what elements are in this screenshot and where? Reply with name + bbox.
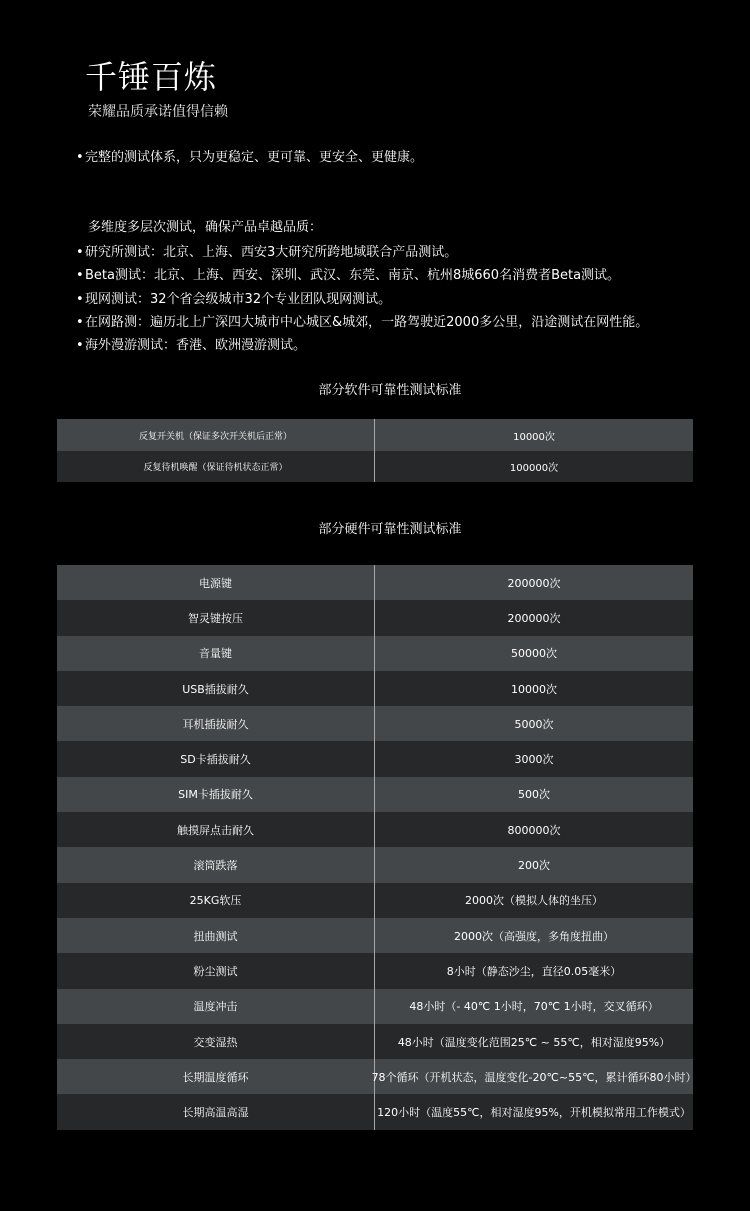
table-row bbox=[57, 883, 693, 918]
table-row bbox=[57, 671, 693, 706]
table-row bbox=[57, 847, 693, 882]
bullet-text: 在网路测：遍历北上广深四大城市中心城区&城郊，一路驾驶近2000多公里，沿途测试在网性能。 bbox=[85, 315, 649, 330]
hardware-table bbox=[57, 565, 697, 1130]
table-cell-value: 200000次 bbox=[507, 576, 561, 590]
bullet-text: 现网测试：32个省会级城市32个专业团队现网测试。 bbox=[85, 292, 392, 307]
table-cell-value: 10000次 bbox=[513, 431, 555, 443]
table-cell-item: USB插拔耐久 bbox=[57, 671, 375, 706]
table-cell-item: 温度冲击 bbox=[57, 989, 375, 1024]
bullet-marker: • bbox=[76, 245, 84, 260]
bullet-marker: • bbox=[76, 338, 84, 353]
bullet-text: 研究所测试：北京、上海、西安3大研究所跨地域联合产品测试。 bbox=[85, 245, 458, 260]
table-cell-item: 反复开关机（保证多次开关机后正常） bbox=[57, 419, 375, 451]
table-cell-value: 78个循环（开机状态，温度变化-20℃~55℃，累计循环80小时） bbox=[371, 1070, 697, 1084]
bullet-item bbox=[76, 288, 391, 307]
table-row bbox=[57, 1094, 693, 1129]
table-row bbox=[57, 600, 693, 635]
table-row bbox=[57, 918, 693, 953]
table-cell-item: 反复待机唤醒（保证待机状态正常） bbox=[57, 451, 375, 482]
table-cell-value: 2000次（模拟人体的坐压） bbox=[465, 894, 603, 908]
table-cell-item: 扭曲测试 bbox=[57, 918, 375, 953]
bullet-item bbox=[76, 264, 620, 283]
bullet-marker: • bbox=[76, 292, 84, 307]
table-cell-item: 粉尘测试 bbox=[57, 953, 375, 988]
bullet-marker: • bbox=[76, 150, 84, 165]
page-subtitle: 荣耀品质承诺值得信赖 bbox=[88, 104, 228, 120]
table-row bbox=[57, 1059, 697, 1094]
table-cell-item: 音量键 bbox=[57, 636, 375, 671]
software-table bbox=[57, 419, 693, 482]
table-cell-item: 滚筒跌落 bbox=[57, 847, 375, 882]
table-cell-value: 120小时（温度55℃，相对湿度95%，开机模拟常用工作模式） bbox=[377, 1106, 691, 1120]
bullet-item bbox=[76, 241, 457, 260]
table-cell-value: 800000次 bbox=[507, 823, 561, 837]
hardware-section-title: 部分硬件可靠性测试标准 bbox=[318, 522, 462, 537]
table-row bbox=[57, 451, 693, 482]
table-cell-value: 2000次（高强度，多角度扭曲） bbox=[454, 929, 614, 943]
table-cell-value: 48小时（温度变化范围25℃ ~ 55℃，相对湿度95%） bbox=[397, 1035, 671, 1049]
bullet-item bbox=[76, 334, 306, 353]
table-row bbox=[57, 953, 693, 988]
table-row bbox=[57, 989, 693, 1024]
table-cell-item: 电源键 bbox=[57, 565, 375, 600]
table-row bbox=[57, 565, 693, 600]
table-cell-item: 智灵键按压 bbox=[57, 600, 375, 635]
bullet-text: 海外漫游测试：香港、欧洲漫游测试。 bbox=[85, 338, 307, 353]
intro-bullet bbox=[76, 146, 423, 165]
table-cell-value: 500次 bbox=[518, 788, 550, 802]
bullet-marker: • bbox=[76, 315, 84, 330]
table-row bbox=[57, 777, 693, 812]
table-cell-value: 5000次 bbox=[514, 717, 554, 731]
table-cell-value: 10000次 bbox=[511, 682, 557, 696]
table-cell-value: 48小时（- 40℃ 1小时，70℃ 1小时，交叉循环） bbox=[409, 1000, 659, 1014]
table-cell-item: 交变湿热 bbox=[57, 1024, 375, 1059]
intro-bullet-text: 完整的测试体系，只为更稳定、更可靠、更安全、更健康。 bbox=[85, 150, 424, 165]
bullet-text: Beta测试：北京、上海、西安、深圳、武汉、东莞、南京、杭州8城660名消费者Beta测试。 bbox=[85, 268, 621, 283]
software-section-title: 部分软件可靠性测试标准 bbox=[318, 383, 462, 398]
table-row bbox=[57, 741, 693, 776]
table-cell-item: 长期高温高湿 bbox=[57, 1094, 375, 1129]
table-cell-item: 触摸屏点击耐久 bbox=[57, 812, 375, 847]
table-cell-value: 100000次 bbox=[509, 463, 559, 474]
table-cell-value: 200次 bbox=[518, 859, 550, 873]
table-cell-item: SIM卡插拔耐久 bbox=[57, 777, 375, 812]
table-cell-item: 耳机插拔耐久 bbox=[57, 706, 375, 741]
table-cell-value: 50000次 bbox=[511, 647, 557, 661]
multi-dimension-heading: 多维度多层次测试，确保产品卓越品质： bbox=[88, 220, 323, 235]
table-row bbox=[57, 419, 693, 451]
bullet-marker: • bbox=[76, 268, 84, 283]
page-title: 千锤百炼 bbox=[85, 58, 218, 96]
table-row bbox=[57, 636, 693, 671]
table-row bbox=[57, 812, 693, 847]
table-cell-value: 3000次 bbox=[514, 753, 554, 767]
table-cell-value: 8小时（静态沙尘，直径0.05毫米） bbox=[446, 964, 622, 978]
table-row bbox=[57, 1024, 693, 1059]
table-cell-value: 200000次 bbox=[507, 611, 561, 625]
table-cell-item: 长期温度循环 bbox=[57, 1059, 375, 1094]
table-row bbox=[57, 706, 693, 741]
table-cell-item: SD卡插拔耐久 bbox=[57, 741, 375, 776]
bullet-item bbox=[76, 311, 648, 330]
table-cell-item: 25KG软压 bbox=[57, 883, 375, 918]
